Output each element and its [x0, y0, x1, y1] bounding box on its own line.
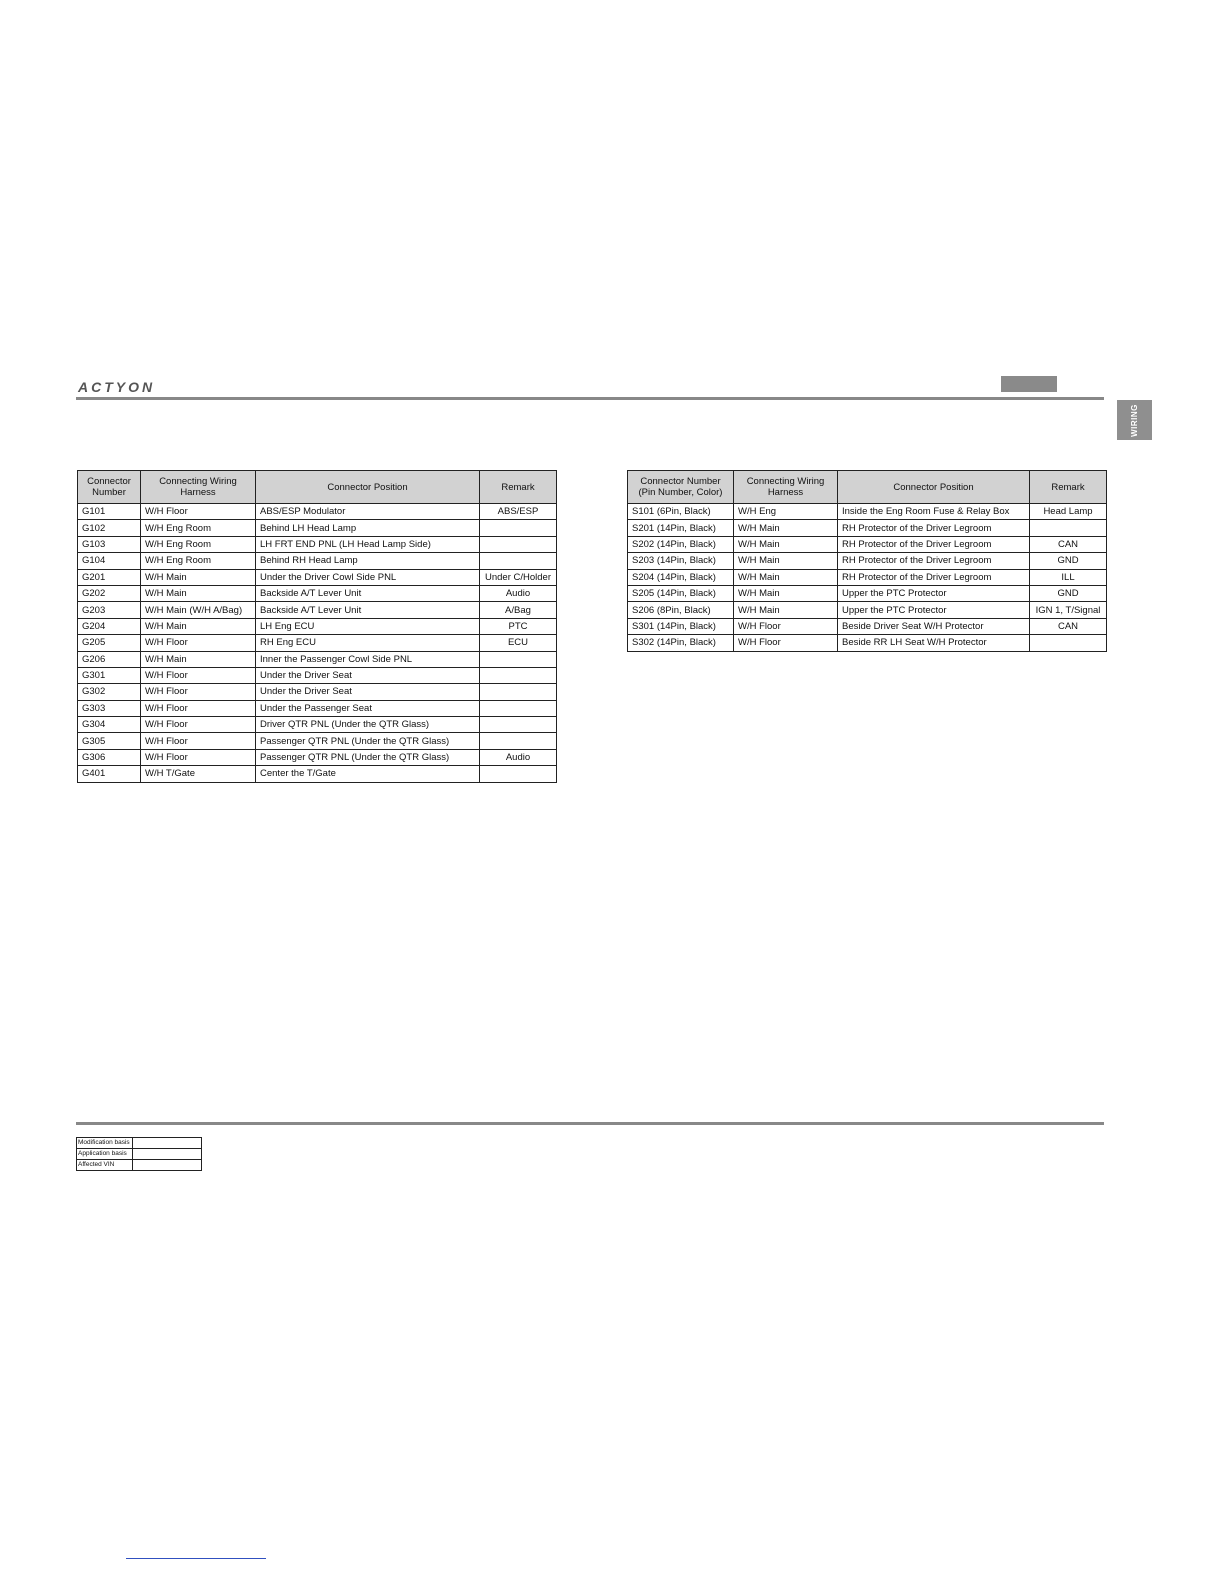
- table-row: [78, 536, 557, 552]
- table-row: [628, 602, 1107, 618]
- header-tab-marker: [1001, 376, 1057, 392]
- modification-label: Application basis: [77, 1149, 133, 1160]
- connector-position-cell: ABS/ESP Modulator: [256, 504, 480, 520]
- wiring-harness-cell: W/H Floor: [141, 667, 256, 683]
- connector-number-cell: G305: [78, 733, 141, 749]
- table-row: [78, 684, 557, 700]
- splice-connector-table: [627, 470, 1107, 652]
- connector-position-cell: RH Protector of the Driver Legroom: [838, 520, 1030, 536]
- connector-number-cell: G104: [78, 553, 141, 569]
- connector-position-cell: Beside Driver Seat W/H Protector: [838, 618, 1030, 634]
- modification-row: [77, 1149, 202, 1160]
- table-row: [78, 700, 557, 716]
- connector-number-cell: G401: [78, 766, 141, 782]
- connector-position-cell: Behind RH Head Lamp: [256, 553, 480, 569]
- table-row: [78, 618, 557, 634]
- remark-cell: [480, 766, 557, 782]
- modification-label: Affected VIN: [77, 1160, 133, 1171]
- wiring-harness-cell: W/H Floor: [734, 635, 838, 651]
- modification-label: Modification basis: [77, 1138, 133, 1149]
- column-header: Connector Position: [256, 471, 480, 504]
- connector-number-cell: S201 (14Pin, Black): [628, 520, 734, 536]
- remark-cell: CAN: [1030, 618, 1107, 634]
- wiring-harness-cell: W/H Main: [734, 585, 838, 601]
- wiring-harness-cell: W/H Main: [734, 520, 838, 536]
- table-row: [78, 635, 557, 651]
- wiring-harness-cell: W/H T/Gate: [141, 766, 256, 782]
- column-header: Remark: [1030, 471, 1107, 504]
- table-row: [78, 520, 557, 536]
- table-row: [628, 520, 1107, 536]
- wiring-harness-cell: W/H Floor: [141, 504, 256, 520]
- remark-cell: PTC: [480, 618, 557, 634]
- table-row: [78, 749, 557, 765]
- wiring-harness-cell: W/H Floor: [141, 684, 256, 700]
- connector-number-cell: G306: [78, 749, 141, 765]
- table-row: [78, 553, 557, 569]
- connector-position-cell: Driver QTR PNL (Under the QTR Glass): [256, 717, 480, 733]
- connector-number-cell: G301: [78, 667, 141, 683]
- connector-position-cell: LH Eng ECU: [256, 618, 480, 634]
- wiring-harness-cell: W/H Eng Room: [141, 536, 256, 552]
- wiring-harness-cell: W/H Main: [141, 651, 256, 667]
- modification-row: [77, 1160, 202, 1171]
- wiring-harness-cell: W/H Floor: [141, 717, 256, 733]
- wiring-harness-cell: W/H Main (W/H A/Bag): [141, 602, 256, 618]
- connector-position-cell: LH FRT END PNL (LH Head Lamp Side): [256, 536, 480, 552]
- remark-cell: [480, 553, 557, 569]
- connector-position-cell: Passenger QTR PNL (Under the QTR Glass): [256, 733, 480, 749]
- table-row: [78, 585, 557, 601]
- remark-cell: IGN 1, T/Signal: [1030, 602, 1107, 618]
- connector-number-cell: G204: [78, 618, 141, 634]
- wiring-harness-cell: W/H Eng Room: [141, 520, 256, 536]
- table-row: [628, 585, 1107, 601]
- wiring-harness-cell: W/H Main: [734, 569, 838, 585]
- modification-table: [76, 1137, 202, 1171]
- connector-number-cell: G206: [78, 651, 141, 667]
- connector-position-cell: Backside A/T Lever Unit: [256, 585, 480, 601]
- remark-cell: [480, 651, 557, 667]
- wiring-harness-cell: W/H Eng Room: [141, 553, 256, 569]
- connector-position-cell: Under the Passenger Seat: [256, 700, 480, 716]
- column-header: Connector Number: [78, 471, 141, 504]
- connector-position-cell: RH Protector of the Driver Legroom: [838, 536, 1030, 552]
- connector-number-cell: S101 (6Pin, Black): [628, 504, 734, 520]
- connector-position-cell: RH Protector of the Driver Legroom: [838, 553, 1030, 569]
- remark-cell: ABS/ESP: [480, 504, 557, 520]
- connector-position-cell: Inner the Passenger Cowl Side PNL: [256, 651, 480, 667]
- wiring-harness-cell: W/H Main: [141, 585, 256, 601]
- remark-cell: [480, 700, 557, 716]
- remark-cell: CAN: [1030, 536, 1107, 552]
- remark-cell: [480, 536, 557, 552]
- remark-cell: Audio: [480, 585, 557, 601]
- table-row: [78, 602, 557, 618]
- footer-rule: [76, 1122, 1104, 1125]
- connector-position-cell: Center the T/Gate: [256, 766, 480, 782]
- connector-number-cell: G304: [78, 717, 141, 733]
- connector-position-cell: Upper the PTC Protector: [838, 585, 1030, 601]
- connector-number-cell: S202 (14Pin, Black): [628, 536, 734, 552]
- table-header-row: [628, 471, 1107, 504]
- modification-row: [77, 1138, 202, 1149]
- wiring-harness-cell: W/H Main: [141, 618, 256, 634]
- connector-position-cell: Inside the Eng Room Fuse & Relay Box: [838, 504, 1030, 520]
- remark-cell: ECU: [480, 635, 557, 651]
- remark-cell: GND: [1030, 585, 1107, 601]
- connector-position-cell: RH Protector of the Driver Legroom: [838, 569, 1030, 585]
- table-row: [628, 553, 1107, 569]
- table-row: [78, 569, 557, 585]
- connector-number-cell: G103: [78, 536, 141, 552]
- wiring-harness-cell: W/H Main: [141, 569, 256, 585]
- modification-value: [133, 1160, 202, 1171]
- wiring-harness-cell: W/H Floor: [141, 635, 256, 651]
- connector-number-cell: S204 (14Pin, Black): [628, 569, 734, 585]
- remark-cell: GND: [1030, 553, 1107, 569]
- connector-number-cell: S203 (14Pin, Black): [628, 553, 734, 569]
- connector-number-cell: G205: [78, 635, 141, 651]
- connector-number-cell: G302: [78, 684, 141, 700]
- connector-position-cell: RH Eng ECU: [256, 635, 480, 651]
- table-row: [78, 733, 557, 749]
- remark-cell: [480, 520, 557, 536]
- wiring-harness-cell: W/H Floor: [141, 749, 256, 765]
- connector-position-cell: Passenger QTR PNL (Under the QTR Glass): [256, 749, 480, 765]
- table-row: [628, 536, 1107, 552]
- connector-position-cell: Under the Driver Cowl Side PNL: [256, 569, 480, 585]
- wiring-harness-cell: W/H Floor: [734, 618, 838, 634]
- column-header: Connector Position: [838, 471, 1030, 504]
- remark-cell: A/Bag: [480, 602, 557, 618]
- column-header: Connecting Wiring Harness: [734, 471, 838, 504]
- connector-number-cell: G102: [78, 520, 141, 536]
- remark-cell: Head Lamp: [1030, 504, 1107, 520]
- remark-cell: Under C/Holder: [480, 569, 557, 585]
- connector-position-cell: Under the Driver Seat: [256, 667, 480, 683]
- connector-position-cell: Backside A/T Lever Unit: [256, 602, 480, 618]
- remark-cell: Audio: [480, 749, 557, 765]
- table-row: [628, 618, 1107, 634]
- table-row: [78, 766, 557, 782]
- connector-number-cell: G303: [78, 700, 141, 716]
- table-row: [78, 504, 557, 520]
- connector-number-cell: G201: [78, 569, 141, 585]
- header-rule: [76, 397, 1104, 400]
- connector-position-cell: Upper the PTC Protector: [838, 602, 1030, 618]
- remark-cell: [1030, 520, 1107, 536]
- connector-position-cell: Behind LH Head Lamp: [256, 520, 480, 536]
- ground-connector-table: [77, 470, 557, 783]
- section-side-tab[interactable]: [1117, 400, 1152, 440]
- wiring-harness-cell: W/H Floor: [141, 733, 256, 749]
- modification-value: [133, 1138, 202, 1149]
- wiring-harness-cell: W/H Floor: [141, 700, 256, 716]
- connector-number-cell: G203: [78, 602, 141, 618]
- column-header: Remark: [480, 471, 557, 504]
- table-row: [78, 717, 557, 733]
- remark-cell: ILL: [1030, 569, 1107, 585]
- column-header: Connecting Wiring Harness: [141, 471, 256, 504]
- column-header: Connector Number (Pin Number, Color): [628, 471, 734, 504]
- connector-number-cell: G202: [78, 585, 141, 601]
- table-header-row: [78, 471, 557, 504]
- wiring-harness-cell: W/H Main: [734, 536, 838, 552]
- remark-cell: [1030, 635, 1107, 651]
- table-row: [628, 504, 1107, 520]
- modification-value: [133, 1149, 202, 1160]
- remark-cell: [480, 717, 557, 733]
- remark-cell: [480, 733, 557, 749]
- bottom-link-underline: [126, 1558, 266, 1559]
- table-row: [78, 667, 557, 683]
- brand-logo: ACTYON: [78, 379, 156, 395]
- wiring-harness-cell: W/H Main: [734, 602, 838, 618]
- connector-number-cell: G101: [78, 504, 141, 520]
- table-row: [628, 635, 1107, 651]
- wiring-harness-cell: W/H Eng: [734, 504, 838, 520]
- section-side-tab-label: WIRING: [1130, 403, 1139, 437]
- table-row: [628, 569, 1107, 585]
- connector-number-cell: S302 (14Pin, Black): [628, 635, 734, 651]
- connector-number-cell: S301 (14Pin, Black): [628, 618, 734, 634]
- table-row: [78, 651, 557, 667]
- connector-position-cell: Beside RR LH Seat W/H Protector: [838, 635, 1030, 651]
- connector-position-cell: Under the Driver Seat: [256, 684, 480, 700]
- remark-cell: [480, 684, 557, 700]
- connector-number-cell: S205 (14Pin, Black): [628, 585, 734, 601]
- wiring-harness-cell: W/H Main: [734, 553, 838, 569]
- remark-cell: [480, 667, 557, 683]
- connector-number-cell: S206 (8Pin, Black): [628, 602, 734, 618]
